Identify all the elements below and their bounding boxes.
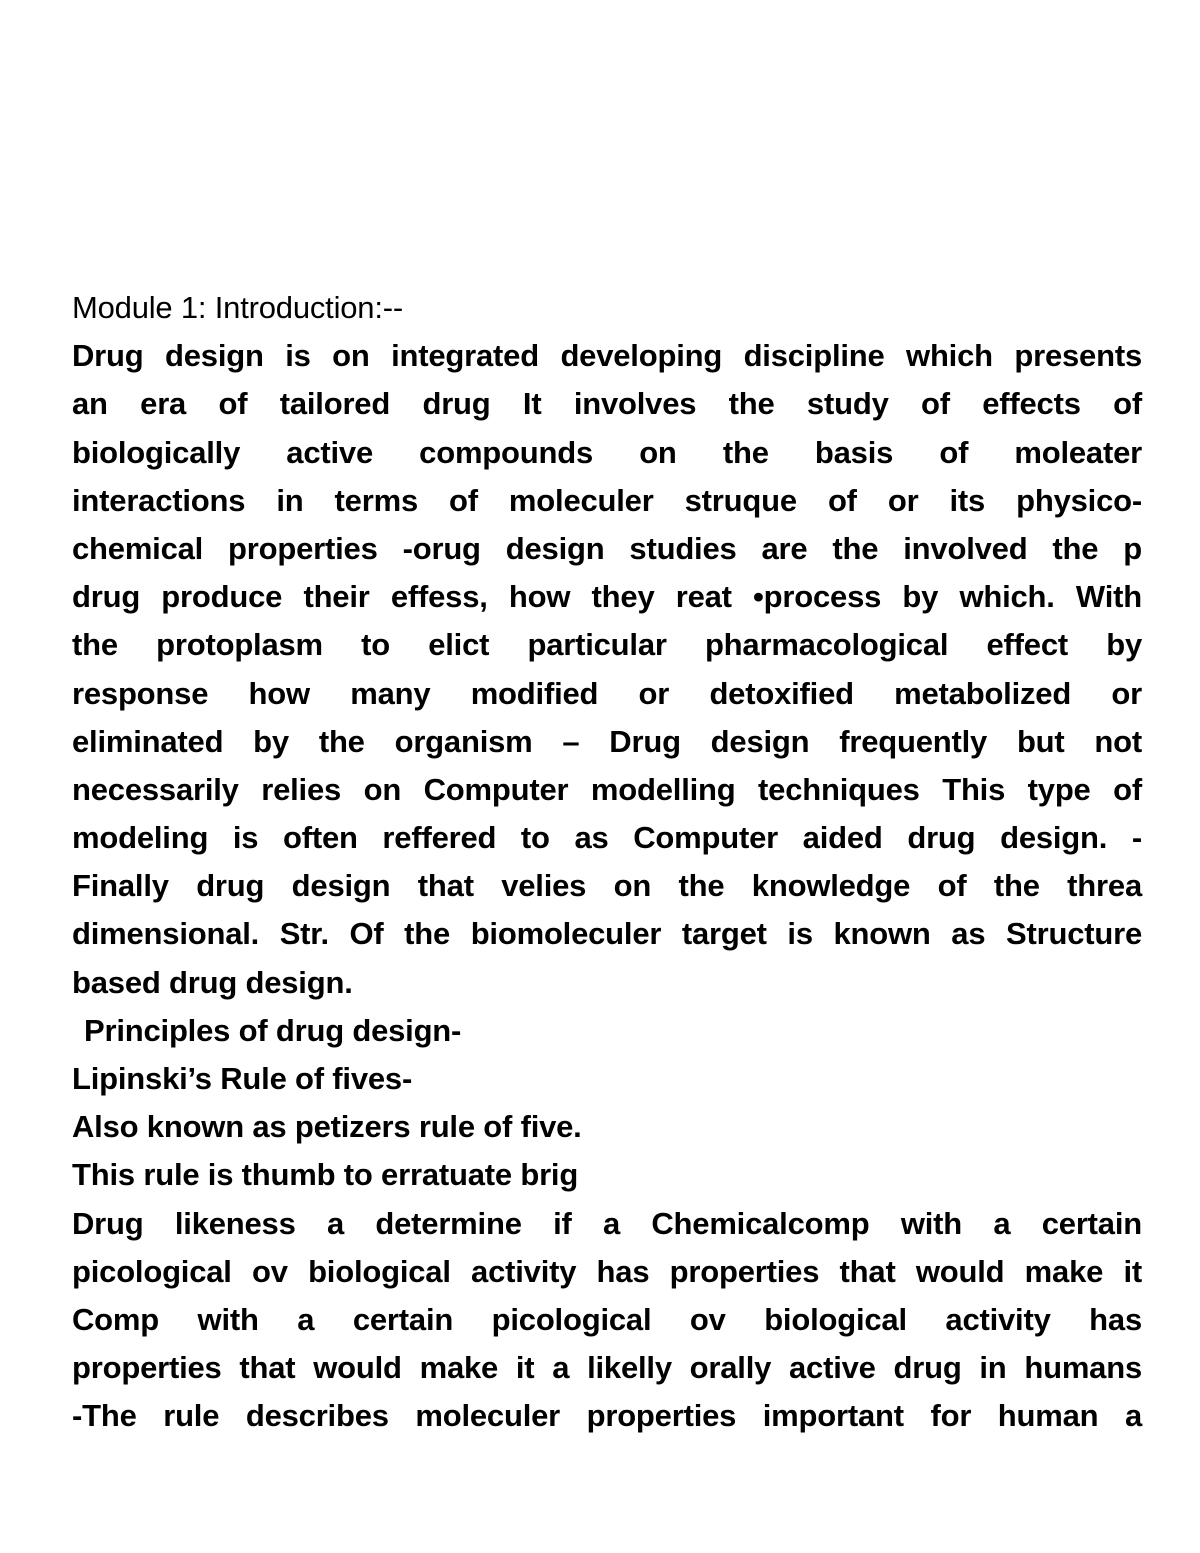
- module-title: Module 1: Introduction:--: [72, 290, 404, 325]
- paragraph-line: drug produce their effess, how they reat •process by which. With: [72, 579, 1142, 615]
- paragraph-line: modeling is often reffered to as Computer aided drug design. -: [72, 820, 1142, 856]
- paragraph-line: Comp with a certain picological ov biological activity has: [72, 1301, 1142, 1337]
- paragraph-line: based drug design.: [72, 964, 353, 1000]
- paragraph-line: necessarily relies on Computer modelling techniques This type of: [72, 771, 1142, 807]
- paragraph-line: picological ov biological activity has properties that would make it: [72, 1253, 1142, 1289]
- paragraph-line: the protoplasm to elict particular pharmacological effect by: [72, 627, 1142, 663]
- paragraph-line: Drug likeness a determine if a Chemicalcomp with a certain: [72, 1205, 1142, 1241]
- document-page: [72, 284, 1142, 1441]
- paragraph-line: eliminated by the organism – Drug design frequently but not: [72, 723, 1142, 759]
- paragraph-line: response how many modified or detoxified metabolized or: [72, 675, 1142, 711]
- paragraph-line: properties that would make it a likelly orally active drug in humans: [72, 1350, 1142, 1386]
- paragraph-line: biologically active compounds on the basis of moleater: [72, 434, 1142, 470]
- paragraph-line: Finally drug design that velies on the knowledge of the threa: [72, 868, 1142, 904]
- lipinski-heading: Lipinski’s Rule of fives-: [72, 1061, 413, 1096]
- principles-heading: Principles of drug design-: [84, 1012, 462, 1048]
- paragraph-line: interactions in terms of moleculer struque of or its physico-: [72, 482, 1142, 518]
- paragraph-line: an era of tailored drug It involves the study of effects of: [72, 386, 1142, 422]
- paragraph-line: Drug design is on integrated developing discipline which presents: [72, 338, 1142, 374]
- also-known-line: Also known as petizers rule of five.: [72, 1109, 582, 1145]
- paragraph-line: -The rule describes moleculer properties important for human a: [72, 1398, 1142, 1434]
- rule-thumb-line: This rule is thumb to erratuate brig: [72, 1157, 579, 1193]
- paragraph-line: chemical properties -orug design studies are the involved the p: [72, 530, 1142, 566]
- paragraph-line: dimensional. Str. Of the biomoleculer target is known as Structure: [72, 916, 1142, 952]
